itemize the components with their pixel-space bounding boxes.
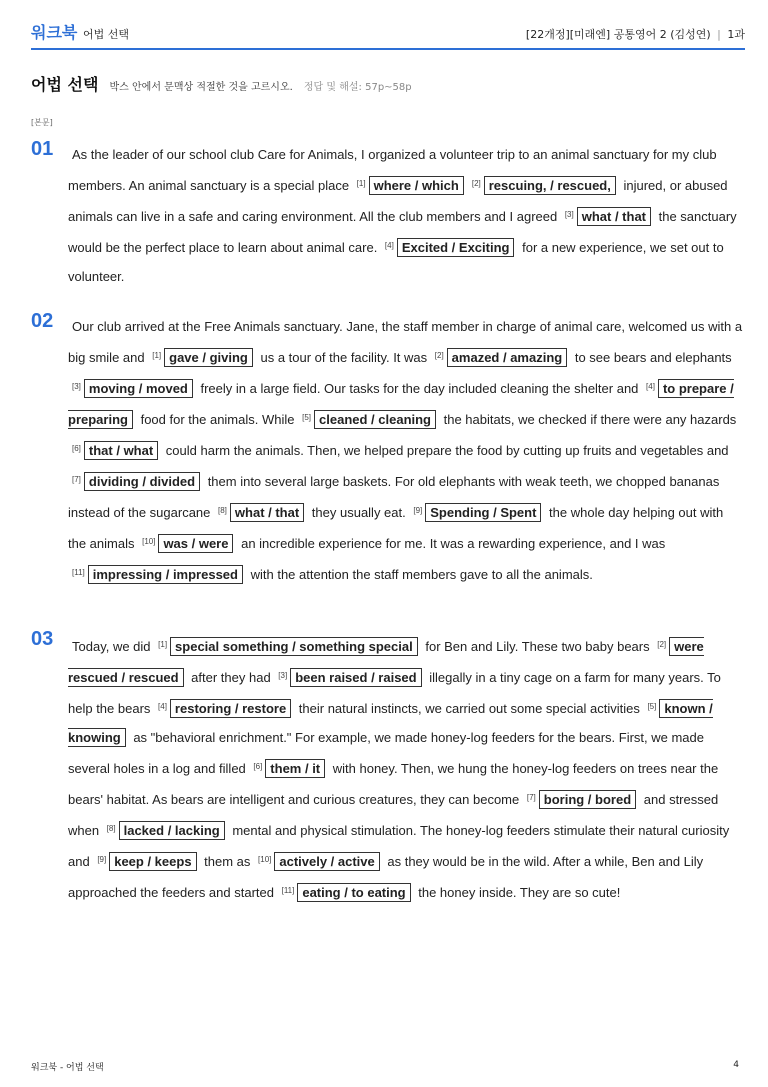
question-marker: [5] [302,413,312,422]
question-marker: [2] [657,640,667,649]
passage-text-run: Today, we did [72,639,155,654]
choice-box: Spending / Spent [425,503,541,522]
passage-text-run: the habitats, we checked if there were any hazards [440,412,737,427]
choice-box: that / what [84,441,158,460]
choice-box: restoring / restore [170,699,291,718]
page-number: 4 [733,1060,739,1070]
passage-text [68,312,743,589]
question-marker: [1] [158,640,168,649]
passage-text-run: food for the animals. While [136,412,299,427]
book-title: [22개정][미래엔] 공통영어 2 (김성연) [525,28,711,41]
lesson-label: 1과 [727,28,745,41]
answer-reference: 정답 및 해설: 57p~58p [303,82,412,93]
passage-text-run: the sanctuary would be the perfect place to learn about animal care. [68,209,737,255]
choice-box: what / that [577,207,651,226]
passage-text-run: and stressed when [68,792,719,838]
passage-text-run: as "behavioral enrichment." For example, we made honey-log feeders for the bears. First, we made several holes in a log and filled [68,730,704,776]
choice-box: where / which [369,176,464,195]
choice-box: was / were [158,534,233,553]
brand-title: 워크북 [31,23,78,42]
question-marker: [8] [106,824,116,833]
passage-number: 01 [31,138,54,160]
question-marker: [9] [97,855,107,864]
question-marker: [1] [356,179,366,188]
passage-text-run: injured, or abused animals can live in a safe and caring environment. All the club members and I agreed [68,178,728,224]
footer-label: 워크북 - 어법 선택 [31,1063,104,1073]
question-marker: [9] [413,506,423,515]
question-marker: [10] [142,537,156,546]
choice-box: dividing / divided [84,472,200,491]
question-marker: [3] [278,671,288,680]
passage-number: 02 [31,310,54,332]
passage-section-1 [31,140,743,291]
passage-text-run: with the attention the staff members gave to all the animals. [246,567,593,582]
choice-box: cleaned / cleaning [314,410,436,429]
choice-box: known / knowing [68,701,713,745]
choice-box: boring / bored [539,790,636,809]
bonmun-label: [본문] [31,118,53,127]
passage-text-run: for Ben and Lily. These two baby bears [421,639,654,654]
passage-text-run: with honey. Then, we hung the honey-log feeders on trees near the bears' habitat. As bears are intelligent and curious creatures, they can become [68,761,719,807]
question-marker: [3] [72,382,81,391]
title-row [31,72,412,95]
passage-text-run: their natural instincts, we carried out some special activities [295,701,644,716]
question-marker: [8] [218,506,227,515]
question-marker: [11] [281,886,295,895]
question-marker: [2] [471,179,481,188]
passage-text-run: us a tour of the facility. It was [256,350,431,365]
passage-text-run: as they would be in the wild. After a while, Ben and Lily approached the feeders and started [68,854,704,900]
choice-box: to prepare / preparing [68,381,734,427]
choice-box: were rescued / rescued [68,639,704,685]
passage-number: 03 [31,628,54,650]
question-marker: [11] [72,568,85,577]
choice-box: amazed / amazing [447,348,568,367]
passage-section-2 [31,312,743,589]
choice-box: rescuing, / rescued, [484,176,616,195]
question-marker: [5] [647,702,657,711]
choice-box: lacked / lacking [119,821,225,840]
passage-text-run: they usually eat. [308,505,410,520]
question-marker: [7] [526,793,536,802]
passage-text [68,140,743,291]
choice-box: them / it [265,759,325,778]
choice-box: been raised / raised [290,668,421,687]
passage-text-run: mental and physical stimulation. The honey-log feeders stimulate their natural curiosity and [68,823,730,869]
choice-box: eating / to eating [297,883,410,902]
question-marker: [4] [158,702,167,711]
passage-text-run: after they had [187,670,275,685]
header-separator: | [717,28,721,41]
question-marker: [4] [646,382,655,391]
question-marker: [1] [152,351,162,360]
passage-text-run: to see bears and elephants [571,350,732,365]
choice-box: special something / something special [170,637,418,656]
passage-text [68,630,743,907]
passage-text-run: could harm the animals. Then, we helped prepare the food by cutting up fruits and vegetables and [162,443,729,458]
passage-text-run: illegally in a tiny cage on a farm for many years. To help the bears [68,670,721,716]
question-marker: [2] [434,351,444,360]
passage-text-run: freely in a large field. Our tasks for the day included cleaning the shelter and [196,381,643,396]
brand-subtitle: 어법 선택 [83,28,130,41]
passage-text-run: the whole day helping out with the animals [68,505,724,551]
page-title: 어법 선택 [31,75,99,94]
choice-box: moving / moved [84,379,193,398]
choice-box: Excited / Exciting [397,238,515,257]
choice-box: what / that [230,503,304,522]
question-marker: [3] [564,210,574,219]
passage-text-run: them into several large baskets. For old elephants with weak teeth, we chopped bananas instead of the sugarcane [68,474,720,520]
question-marker: [4] [384,241,394,250]
passage-text-run: them as [200,854,255,869]
passage-text-run: the honey inside. They are so cute! [414,885,621,900]
passage-text-run: an incredible experience for me. It was a rewarding experience, and I was [237,536,666,551]
book-info [526,26,745,42]
question-marker: [7] [72,475,81,484]
passage-text-run: for a new experience, we set out to volunteer. [68,240,724,284]
question-marker: [10] [258,855,272,864]
page-header [31,18,745,50]
choice-box: keep / keeps [109,852,196,871]
choice-box: actively / active [274,852,379,871]
question-marker: [6] [253,762,263,771]
question-marker: [6] [72,444,81,453]
passage-section-3 [31,630,743,907]
passage-text-run: As the leader of our school club Care for Animals, I organized a volunteer trip to an animal sanctuary for my club members. An animal sanctuary is a special place [68,147,717,193]
instruction-text: 박스 안에서 문맥상 적절한 것을 고르시오. [109,82,293,93]
choice-box: gave / giving [164,348,253,367]
choice-box: impressing / impressed [88,565,243,584]
passage-text-run: Our club arrived at the Free Animals sanctuary. Jane, the staff member in charge of animal care, welcomed us with a big smile and [68,319,743,365]
